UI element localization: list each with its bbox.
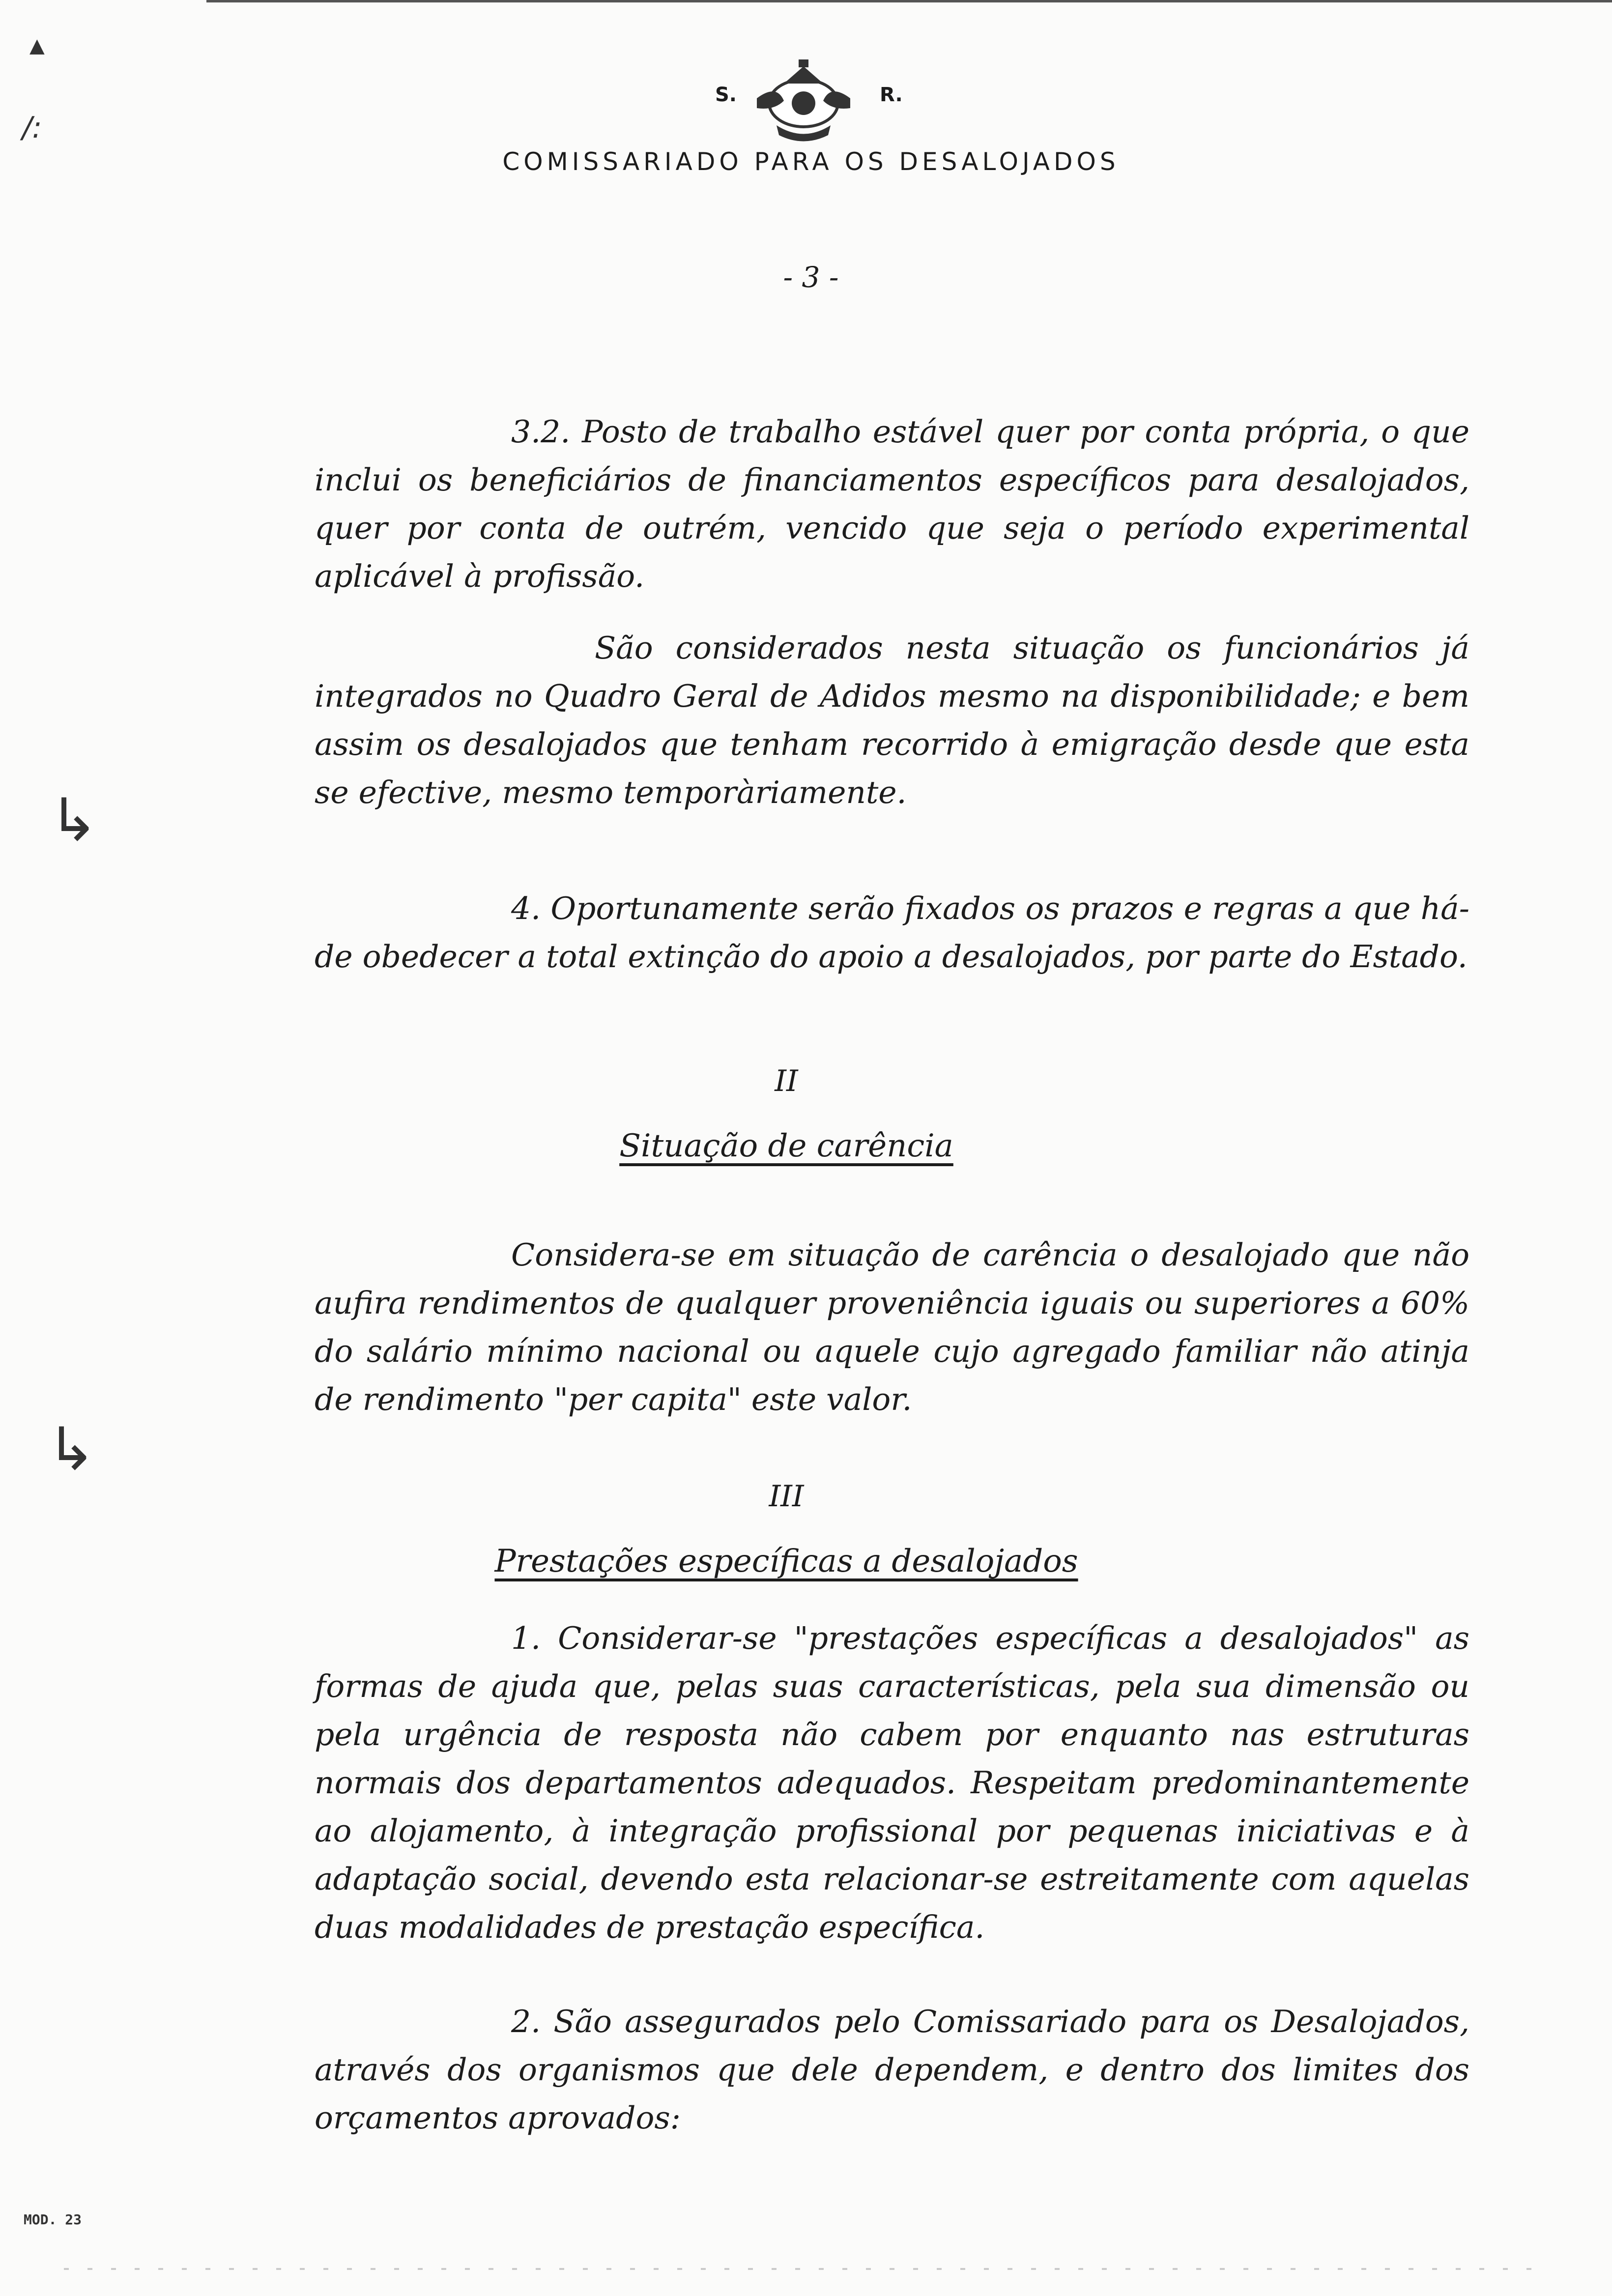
- margin-mark: ▲: [29, 34, 45, 57]
- paragraph-text: 2. São assegurados pelo Comissariado para os Desalojados, através dos organismos que dele dependem, e dentro dos limites dos orçamentos aprovados:: [315, 2004, 1469, 2136]
- paragraph-text: 3.2. Posto de trabalho estável quer por conta própria, o que inclui os beneficiários de financiamentos específicos para desalojados, quer por conta de outrém, vencido que seja o período experimental aplicável à profissão.: [315, 414, 1469, 594]
- coat-of-arms-seal: [747, 57, 860, 145]
- paragraph: [315, 1614, 1469, 1952]
- form-code: MOD. 23: [24, 2211, 82, 2228]
- paragraph-text: 4. Oportunamente serão fixados os prazos e regras a que há-de obedecer a total extinção do apoio a desalojados, por parte do Estado.: [315, 890, 1469, 975]
- section-heading: Prestações específicas a desalojados: [494, 1543, 1078, 1579]
- paragraph-text: Considera-se em situação de carência o desalojado que não aufira rendimentos de qualquer proveniência iguais ou superiores a 60% do salário mínimo nacional ou aquele cujo agregado familiar não atinja de rendimento "per capita" este valor.: [315, 1237, 1469, 1417]
- s-label: S.: [715, 84, 737, 106]
- r-label: R.: [880, 84, 903, 106]
- paragraph: [315, 885, 1469, 981]
- bottom-dotted-line: [64, 2268, 1538, 2270]
- section-numeral: III: [769, 1479, 804, 1514]
- section-numeral: II: [775, 1064, 798, 1098]
- paragraph: [315, 1998, 1469, 2142]
- organization-name: COMISSARIADO PARA OS DESALOJADOS: [502, 147, 1120, 176]
- top-rule: [206, 0, 1612, 2]
- paragraph: [315, 408, 1469, 601]
- margin-mark: ↳: [47, 1415, 96, 1484]
- paragraph: [315, 624, 1469, 817]
- margin-mark: /:: [22, 111, 42, 145]
- paragraph: [315, 1231, 1469, 1424]
- margin-mark: ↳: [49, 786, 99, 855]
- paragraph-text: São considerados nesta situação os funcionários já integrados no Quadro Geral de Adidos mesmo na disponibilidade; e bem assim os desalojados que tenham recorrido à emigração desde que esta se efective, mesmo temporàriamente.: [315, 630, 1469, 810]
- section-heading: Situação de carência: [619, 1128, 953, 1164]
- page-number: - 3 -: [783, 260, 839, 294]
- paragraph-text: 1. Considerar-se "prestações específicas a desalojados" as formas de ajuda que, pelas suas características, pela sua dimensão ou pela urgência de resposta não cabem por enquanto nas estruturas normais dos departamentos adequados. Respeitam predominantemente ao alojamento, à integração profissional por pequenas iniciativas e à adaptação social, devendo esta relacionar-se estreitamente com aquelas duas modalidades de prestação específica.: [315, 1620, 1469, 1945]
